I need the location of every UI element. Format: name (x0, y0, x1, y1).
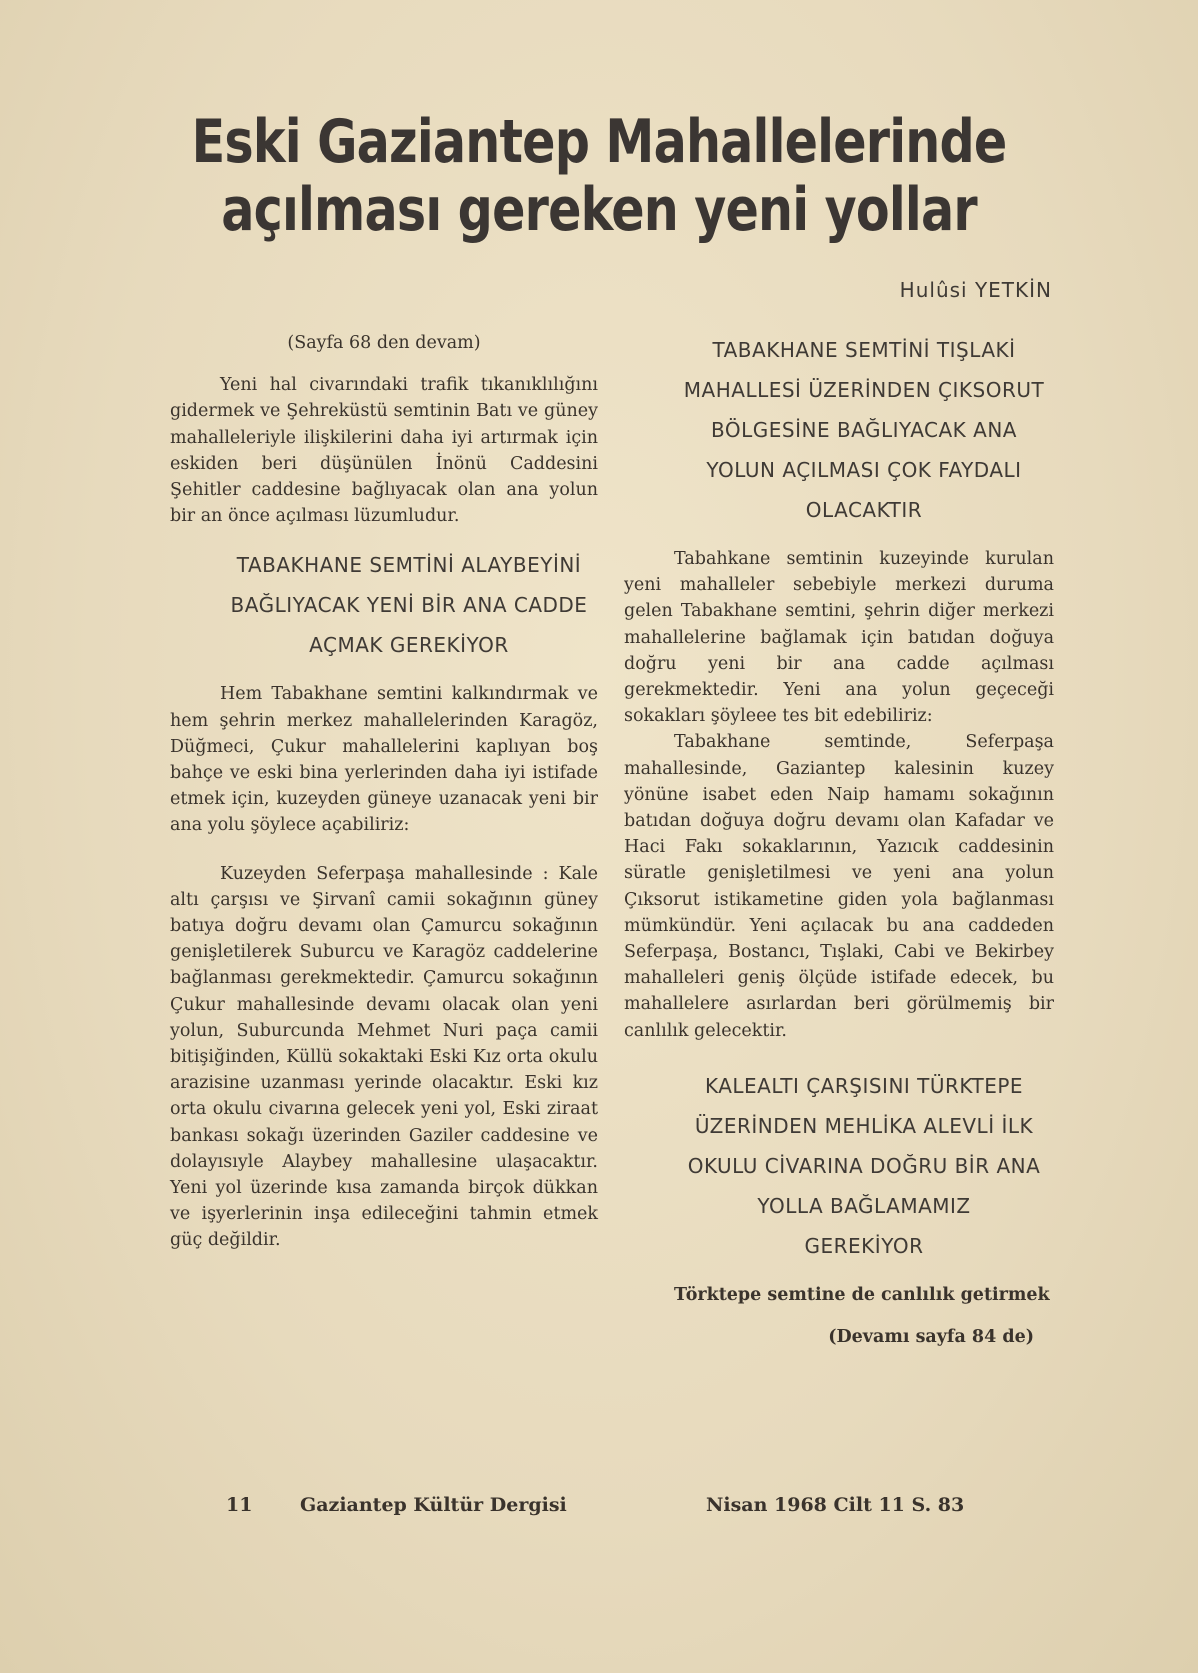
heading-line: TABAKHANE SEMTİNİ ALAYBEYİNİ (236, 553, 582, 578)
heading-line: GEREKİYOR (804, 1233, 924, 1258)
left-paragraph-1: Yeni hal civarındaki trafik tıkanıklılığını gidermek ve Şehreküstü semtinin Batı ve güney mahalleleriyle ilişkilerini daha iyi artırmak için eskiden beri düşünülen İnönü Caddesini Şehitler caddesine bağlıyacak olan ana yolun bir an önce açılması lüzumludur. (170, 375, 598, 527)
left-column (170, 330, 598, 1254)
right-section-heading-1 (624, 330, 1054, 530)
heading-line: AÇMAK GEREKİYOR (309, 633, 509, 658)
article-title (108, 108, 1090, 244)
heading-line: TABAKHANE SEMTİNİ TIŞLAKİ (712, 338, 1016, 362)
heading-line: YOLUN AÇILMASI ÇOK FAYDALI (706, 458, 1022, 482)
heading-line: OKULU CİVARINA DOĞRU BİR ANA (687, 1153, 1041, 1178)
right-paragraph-3: Törktepe semtine de canlılık getirmek (674, 1284, 1050, 1305)
right-paragraph-1: Tabahkane semtinin kuzeyinde kurulan yeni mahalleler sebebiyle merkezi duruma gelen Tabakhane semtini, şehrin diğer merkezi mahallelerine bağlamak için batıdan doğuya doğru yeni bir ana cadde açılması gerekmektedir. Yeni ana yolun geçeceği sokakları şöyleee tes bit edebiliriz: (624, 549, 1054, 727)
right-column (624, 330, 1054, 1350)
left-paragraph-3: Kuzeyden Seferpaşa mahallesinde : Kale altı çarşısı ve Şirvanî camii sokağının güney batıya doğru devamı olan Çamurcu sokağının genişletilerek Suburcu ve Karagöz caddelerine bağlanması gerekmektedir. Çamurcu sokağının Çukur mahallesinde devamı olacak olan yeni yolun, Suburcunda Mehmet Nuri paça camii bitişiğinden, Küllü sokaktaki Eski Kız orta okulu arazisine uzanması yerinde olacaktır. Eski kız orta okulu civarına gelecek yeni yol, Eski ziraat bankası sokağı üzerinden Gaziler caddesine ve dolayısıyle Alaybey mahallesine ulaşacaktır. Yeni yol üzerinde kısa zamanda birçok dükkan ve işyerlerinin inşa edileceğini tahmin etmek güç değildir. (170, 863, 598, 1251)
author-name: Hulûsi YETKİN (899, 278, 1052, 302)
right-paragraph-2: Tabakhane semtinde, Seferpaşa mahallesinde, Gaziantep kalesinin kuzey yönüne isabet eden Naip hamamı sokağının batıdan doğuya doğru devamı olan Kafadar ve Haci Fakı sokaklarının, Yazıcık caddesinin süratle genişletilmesi ve yeni ana yolun Çıksorut istikametine giden yola bağlanması mümkündür. Yeni açılacak bu ana caddeden Seferpaşa, Bostancı, Tışlaki, Cabi ve Bekirbey mahalleleri geniş ölçüde istifade edecek, bu mahallelere asırlardan beri görülmemiş bir canlılık gelecektir. (624, 732, 1054, 1041)
continued-on-note: (Devamı sayfa 84 de) (828, 1327, 1034, 1348)
heading-line: BÖLGESİNE BAĞLIYACAK ANA (711, 418, 1017, 442)
left-section-heading (170, 545, 598, 665)
issue-info: Nisan 1968 Cilt 11 S. 83 (706, 1494, 965, 1516)
heading-line: OLACAKTIR (805, 498, 923, 522)
heading-line: MAHALLESİ ÜZERİNDEN ÇIKSORUT (683, 378, 1045, 402)
right-section-heading-2 (624, 1066, 1054, 1266)
heading-line: YOLLA BAĞLAMAMIZ (757, 1193, 971, 1218)
continued-from-note: (Sayfa 68 den devam) (287, 333, 481, 353)
heading-line: KALEALTI ÇARŞISINI TÜRKTEPE (704, 1073, 1024, 1098)
left-paragraph-2: Hem Tabakhane semtini kalkındırmak ve hem şehrin merkez mahallelerinden Karagöz, Düğmeci, Çukur mahallelerini kaplıyan boş bahçe ve eski bina yerlerinden daha iyi istifade etmek için, kuzeyden güneye uzanacak yeni bir ana yolu şöylece açabiliriz: (170, 684, 598, 836)
magazine-name: Gaziantep Kültür Dergisi (300, 1494, 567, 1516)
page-number: 11 (226, 1494, 253, 1516)
title-line-1: Eski Gaziantep Mahallelerinde (191, 107, 1007, 177)
heading-line: BAĞLIYACAK YENİ BİR ANA CADDE (230, 593, 588, 618)
title-line-2: açılması gereken yeni yollar (221, 175, 977, 245)
heading-line: ÜZERİNDEN MEHLİKA ALEVLİ İLK (694, 1113, 1034, 1138)
